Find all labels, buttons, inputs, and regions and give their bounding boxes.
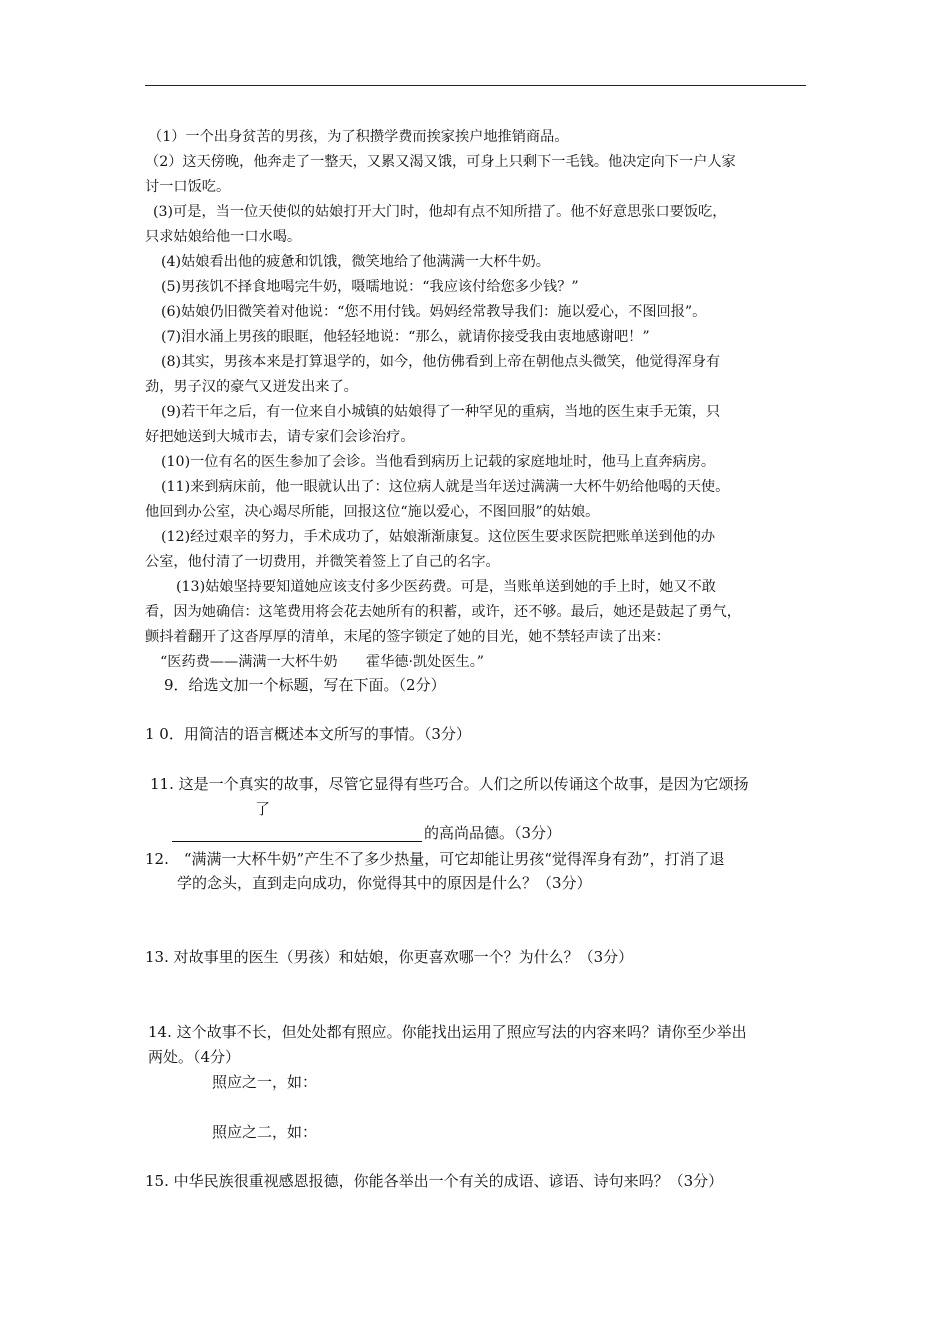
question-11-answer-row xyxy=(172,824,561,842)
passage-line: （2）这天傍晚，他奔走了一整天，又累又渴又饿，可身上只剩下一毛钱。他决定向下一户人家 xyxy=(145,154,736,170)
passage-line: (7)泪水涌上男孩的眼眶，他轻轻地说：“那么，就请你接受我由衷地感谢吧！” xyxy=(161,329,650,345)
passage-line: 公室，他付清了一切费用，并微笑着签上了自己的名字。 xyxy=(145,554,500,570)
passage-line: 讨一口饭吃。 xyxy=(145,179,231,195)
question-13: 13. 对故事里的医生（男孩）和姑娘，你更喜欢哪一个？为什么？（3分） xyxy=(145,948,634,966)
passage-line: (13)姑娘坚持要知道她应该支付多少医药费。可是，当账单送到她的手上时，她又不敢 xyxy=(176,579,716,595)
passage-line: 劲，男子汉的豪气又迸发出来了。 xyxy=(145,379,358,395)
question-11-cont: 了 xyxy=(255,800,271,818)
question-10: 1 0．用简洁的语言概述本文所写的事情。（3分） xyxy=(145,725,471,743)
passage-line: “医药费——满满一大杯牛奶 霍华德·凯处医生。” xyxy=(160,654,485,670)
passage-line: 好把她送到大城市去，请专家们会诊治疗。 xyxy=(145,429,415,445)
header-rule xyxy=(145,85,806,86)
passage-line: (9)若干年之后，有一位来自小城镇的姑娘得了一种罕见的重病，当地的医生束手无策，只 xyxy=(161,404,721,420)
question-14: 14. 这个故事不长，但处处都有照应。你能找出运用了照应写法的内容来吗？请你至少举出 xyxy=(148,1023,747,1041)
passage-line: (4)姑娘看出他的疲惫和饥饿，微笑地给了他满满一大杯牛奶。 xyxy=(161,254,550,270)
passage-line: (10)一位有名的医生参加了会诊。当他看到病历上记载的家庭地址时，他马上直奔病房。 xyxy=(161,454,716,470)
passage-line: 看，因为她确信：这笔费用将会花去她所有的积蓄，或许，还不够。最后，她还是鼓起了勇气， xyxy=(145,604,741,620)
passage-line: (6)姑娘仍旧微笑着对他说：“您不用付钱。妈妈经常教导我们：施以爱心，不图回报”。 xyxy=(161,304,707,320)
passage-line: （1）一个出身贫苦的男孩，为了积攒学费而挨家挨户地推销商品。 xyxy=(148,129,569,145)
question-14-cont: 两处。（4分） xyxy=(148,1048,241,1066)
question-9: 9．给选文加一个标题，写在下面。（2分） xyxy=(164,676,446,694)
passage-line: (3)可是，当一位天使似的姑娘打开大门时，他却有点不知所措了。他不好意思张口要饭吃， xyxy=(153,204,727,220)
question-11: 11. 这是一个真实的故事，尽管它显得有些巧合。人们之所以传诵这个故事，是因为它颂扬 xyxy=(150,775,749,793)
passage-line: (8)其实，男孩本来是打算退学的，如今，他仿佛看到上帝在朝他点头微笑，他觉得浑身有 xyxy=(161,354,721,370)
question-11-tail: 的高尚品德。（3分） xyxy=(424,824,562,842)
question-14-item-1: 照应之一，如： xyxy=(212,1073,318,1091)
passage-line: 颤抖着翻开了这沓厚厚的清单，末尾的签字锁定了她的目光，她不禁轻声读了出来： xyxy=(145,629,670,645)
passage-line: (5)男孩饥不择食地喝完牛奶，嗫嚅地说：“我应该付给您多少钱？” xyxy=(161,279,579,295)
question-14-item-2: 照应之二，如： xyxy=(212,1123,318,1141)
answer-blank-line[interactable] xyxy=(172,825,422,842)
question-12: 12. “满满一大杯牛奶”产生不了多少热量，可它却能让男孩“觉得浑身有劲”，打消了退 xyxy=(145,850,725,868)
passage-line: (11)来到病床前，他一眼就认出了：这位病人就是当年送过满满一大杯牛奶给他喝的天使。 xyxy=(161,479,730,495)
question-15: 15. 中华民族很重视感恩报德，你能各举出一个有关的成语、谚语、诗句来吗？（3分） xyxy=(145,1172,724,1190)
passage-line: 只求姑娘给他一口水喝。 xyxy=(145,229,302,245)
passage-line: 他回到办公室，决心竭尽所能，回报这位“施以爱心，不图回服”的姑娘。 xyxy=(145,504,600,520)
passage-line: (12)经过艰辛的努力，手术成功了，姑娘渐渐康复。这位医生要求医院把账单送到他的办 xyxy=(161,529,716,545)
question-12-cont: 学的念头，直到走向成功，你觉得其中的原因是什么？（3分） xyxy=(177,874,592,892)
